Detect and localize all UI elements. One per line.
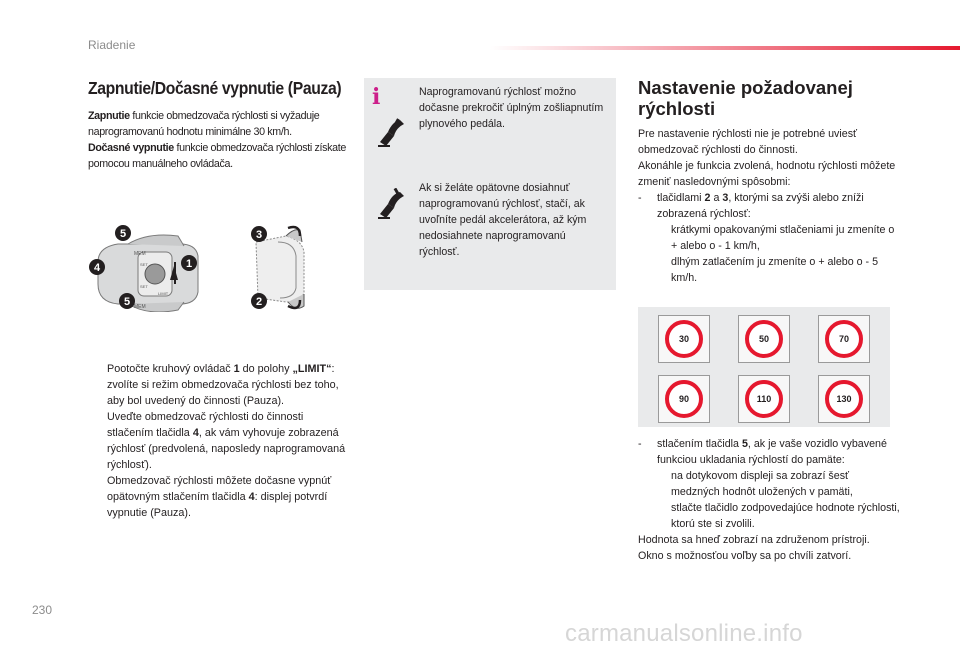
callout-5-bottom xyxy=(118,292,136,310)
info-note-1: Naprogramovanú rýchlosť možno dočasne prekročiť úplným zošliapnutím plynového pedála. xyxy=(419,86,604,130)
svg-text:4: 4 xyxy=(93,262,101,274)
intro-bold-2: Dočasné vypnutie xyxy=(88,142,174,154)
right-item-1-text: tlačidlami 2 a 3, ktorými sa zvýši alebo zníži zobrazená rýchlosť: xyxy=(657,192,864,220)
intro-rest-1: funkcie obmedzovača rýchlosti si vyžaduje naprogramovanú hodnotu minimálne 30 km/h. xyxy=(88,110,320,138)
right-paragraph: Pre nastavenie rýchlosti nie je potrebné uviesť obmedzovač rýchlosti do činnosti. xyxy=(638,128,858,156)
svg-text:2: 2 xyxy=(255,296,263,308)
callout-2 xyxy=(250,292,268,310)
page-number: 230 xyxy=(32,603,53,617)
callout-1 xyxy=(180,254,198,272)
callout-3 xyxy=(250,225,268,243)
sub-item xyxy=(657,222,900,254)
foot-pedal-press-icon xyxy=(376,116,406,148)
sub-item xyxy=(657,500,900,532)
right-item-2 xyxy=(638,436,900,468)
speed-presets-panel xyxy=(638,307,890,427)
stalk-label-limit: LIMIT xyxy=(158,291,169,296)
right-heading: Nastavenie požadovanej rýchlosti xyxy=(638,77,853,119)
speed-sign xyxy=(818,315,870,363)
bullet-marker xyxy=(657,222,671,254)
info-icon: i xyxy=(372,84,381,110)
speed-sign xyxy=(738,315,790,363)
stalk-label-mem-top: MEM xyxy=(134,251,146,257)
sub-item-text: dlhým zatlačením ju zmeníte o + alebo o - 5 km/h. xyxy=(671,256,879,284)
sub-item xyxy=(657,254,900,286)
right-item-2-text: stlačením tlačidla 5, ak je vaše vozidlo vybavené funkciou ukladania rýchlostí do pamäte: xyxy=(657,438,887,466)
bullet-marker xyxy=(657,254,671,286)
bullet-text: Pootočte kruhový ovládač 1 do polohy „LIMIT“: zvolíte si režim obmedzovača rýchlosti bez toho, aby bol uvedený do činnosti (Pauza). xyxy=(107,363,339,407)
speed-sign-value: 110 xyxy=(745,380,783,418)
right-body-2 xyxy=(638,436,900,564)
sub-item xyxy=(657,468,900,500)
right-item-1 xyxy=(638,190,900,222)
stalk-label-set-bottom: SET xyxy=(140,284,148,289)
speed-sign-value: 90 xyxy=(665,380,703,418)
bullet-marker xyxy=(657,500,671,532)
section-label: Riadenie xyxy=(88,38,136,52)
right-paragraph: Okno s možnosťou voľby sa po chvíli zatvorí. xyxy=(638,550,852,562)
right-body xyxy=(638,126,900,286)
dash-marker: - xyxy=(638,438,642,450)
speed-sign xyxy=(738,375,790,423)
watermark: carmanualsonline.info xyxy=(565,620,803,647)
speed-sign-value: 50 xyxy=(745,320,783,358)
speed-sign xyxy=(658,315,710,363)
sub-item-text: stlačte tlačidlo zodpovedajúce hodnote rýchlosti, ktorú ste si zvolili. xyxy=(671,502,900,530)
dash-marker: - xyxy=(638,192,642,204)
bullet-marker xyxy=(88,361,107,409)
intro-bold-1: Zapnutie xyxy=(88,110,130,122)
left-heading: Zapnutie/Dočasné vypnutie (Pauza) xyxy=(88,78,342,98)
speed-sign-value: 130 xyxy=(825,380,863,418)
intro-rest-2: funkcie obmedzovača rýchlosti získate pomocou manuálneho ovládača. xyxy=(88,142,346,170)
left-intro xyxy=(88,108,353,172)
speed-sign-value: 70 xyxy=(825,320,863,358)
speed-sign-value: 30 xyxy=(665,320,703,358)
svg-text:5: 5 xyxy=(123,296,131,308)
stalk-label-set-top: SET xyxy=(140,262,148,267)
foot-pedal-release-icon xyxy=(376,188,406,220)
sub-item-text: krátkymi opakovanými stlačeniami ju zmeníte o + alebo o - 1 km/h, xyxy=(671,224,895,252)
bullet-item xyxy=(88,473,350,521)
bullet-item xyxy=(88,361,350,409)
stalk-label-mem-bottom: MEM xyxy=(134,304,146,310)
svg-text:3: 3 xyxy=(255,229,263,241)
speed-sign xyxy=(658,375,710,423)
bullet-text: Uveďte obmedzovač rýchlosti do činnosti stlačením tlačidla 4, ak vám vyhovuje zobrazená rýchlosť (predvolená, naposledy naprogramovaná rýchlosť). xyxy=(107,411,346,471)
info-note-2: Ak si želáte opätovne dosiahnuť naprogramovanú rýchlosť, stačí, ak uvoľníte pedál akcelerátora, až kým nedosiahnete naprogramovanú rýchlosť. xyxy=(419,182,587,258)
right-paragraph: Akonáhle je funkcia zvolená, hodnotu rýchlosti môžete zmeniť nasledovnými spôsobmi: xyxy=(638,160,896,188)
left-bullet-list xyxy=(88,361,350,521)
bullet-marker xyxy=(657,468,671,500)
bullet-marker xyxy=(88,409,107,473)
intro-paragraph-2 xyxy=(88,140,353,172)
callout-4 xyxy=(88,258,106,276)
right-paragraph: Hodnota sa hneď zobrazí na združenom prístroji. xyxy=(638,534,870,546)
sub-item-text: na dotykovom displeji sa zobrazí šesť medzných hodnôt uložených v pamäti, xyxy=(671,470,853,498)
svg-text:5: 5 xyxy=(119,228,127,240)
svg-text:1: 1 xyxy=(185,258,193,270)
bullet-item xyxy=(88,409,350,473)
bullet-text: Obmedzovač rýchlosti môžete dočasne vypnúť opätovným stlačením tlačidla 4: displej potvrdí vypnutie (Pauza). xyxy=(107,475,332,519)
header-accent-bar xyxy=(490,46,960,50)
callout-5-top xyxy=(114,224,132,242)
intro-paragraph-1 xyxy=(88,108,353,140)
bullet-marker xyxy=(88,473,107,521)
speed-sign xyxy=(818,375,870,423)
